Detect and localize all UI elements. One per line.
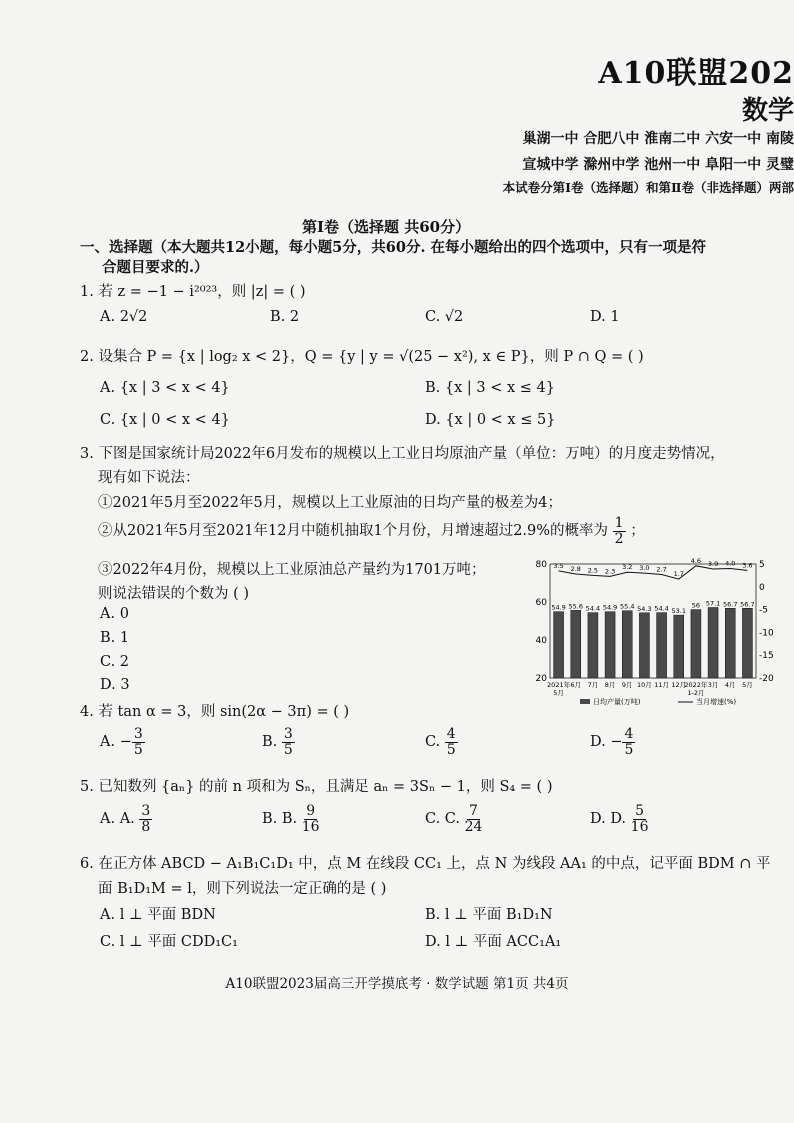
fraction: [631, 804, 649, 834]
option-label: C.: [425, 811, 445, 828]
statement-2: [98, 516, 645, 546]
line-data-label: 1.7: [673, 570, 684, 579]
numerator: 9: [306, 803, 316, 819]
x-tick-label: 2022年: [684, 681, 708, 689]
legend-line-label: 当月增速(%): [696, 698, 737, 706]
bar: [622, 611, 632, 678]
fraction: [465, 804, 483, 834]
fraction: [613, 516, 626, 546]
option-a: A. A. $\frac{3}{8}$: [100, 803, 151, 835]
page-footer: A10联盟2023届高三开学摸底考 · 数学试题 第1页 共4页: [225, 976, 569, 992]
bar: [691, 610, 701, 678]
section-instructions: 一、选择题（本大题共12小题，每小题5分，共60分. 在每小题给出的四个选项中，只有一项是符: [80, 239, 707, 256]
fraction: [445, 727, 458, 757]
option-b: [262, 727, 295, 757]
question-6-cont: 面 B₁D₁M = l，则下列说法一定正确的是 ( ): [98, 881, 387, 897]
question-text: 设集合 P = {x | log₂ x < 2}，Q = {y | y = √(25 − x²), x ∈ P}，则 P ∩ Q = ( ): [98, 349, 644, 365]
option-d: D. {x | 0 < x ≤ 5}: [425, 412, 556, 428]
option-c: C. l ⊥ 平面 CDD₁C₁: [100, 934, 238, 950]
exam-note: 本试卷分第Ⅰ卷（选择题）和第Ⅱ卷（非选择题）两部: [502, 180, 794, 195]
option-b: B. 1: [100, 630, 130, 646]
option-b: B. 2: [270, 309, 300, 325]
school-list-row-2: 宣城中学 滁州中学 池州一中 阜阳一中 灵璧: [522, 157, 794, 173]
exam-subject: 数学: [741, 96, 794, 126]
x-tick-sublabel: 1-2月: [687, 689, 705, 697]
bar: [657, 613, 667, 678]
question-6: [80, 852, 771, 873]
bar-data-label: 53.1: [671, 607, 686, 616]
option-a: A. 2√2: [100, 309, 148, 325]
line-data-label: 2.5: [587, 566, 599, 575]
bar: [742, 608, 752, 678]
fraction: [139, 804, 152, 834]
y-right-tick-label: -15: [759, 651, 774, 662]
option-d: D. l ⊥ 平面 ACC₁A₁: [425, 934, 562, 950]
option-d: D. 1: [590, 309, 620, 325]
x-tick-label: 8月: [604, 681, 616, 689]
question-number: 5.: [80, 779, 94, 795]
option-a: [100, 727, 145, 757]
line-data-label: 3.2: [622, 563, 633, 572]
question-number: 6.: [80, 856, 94, 872]
option-a: A. l ⊥ 平面 BDN: [100, 907, 216, 923]
denominator: 24: [464, 818, 483, 835]
question-3: [80, 442, 725, 463]
x-tick-label: 6月: [570, 681, 582, 689]
denominator: 5: [446, 741, 456, 758]
bar-data-label: 54.9: [602, 603, 618, 612]
bar: [725, 608, 735, 678]
bar: [639, 613, 649, 678]
numerator: 3: [283, 726, 293, 742]
oil-production-chart: [528, 556, 778, 711]
question-number: 3.: [80, 446, 94, 462]
bar-data-label: 54.3: [637, 604, 652, 613]
denominator: 8: [141, 818, 151, 835]
question-2: [80, 345, 644, 366]
fraction: [132, 727, 145, 757]
y-right-tick-label: -10: [759, 628, 774, 639]
x-tick-label: 4月: [724, 681, 736, 689]
bar-data-label: 54.4: [654, 604, 669, 613]
option-a: A. {x | 3 < x < 4}: [100, 380, 230, 396]
x-tick-label: 10月: [637, 681, 652, 689]
numerator: 3: [141, 803, 151, 819]
bar-data-label: 56.7: [723, 600, 738, 609]
x-tick-label: 11月: [654, 681, 669, 689]
question-5: [80, 775, 552, 796]
bar: [708, 608, 718, 678]
bar-data-label: 55.6: [568, 602, 583, 611]
question-3-cont: 现有如下说法：: [98, 470, 200, 486]
y-left-tick-label: 40: [535, 636, 547, 646]
denominator: 5: [624, 741, 634, 758]
option-label: D. −: [590, 734, 623, 751]
option-c: C. √2: [425, 309, 464, 325]
denominator: 5: [283, 741, 293, 758]
option-b: B. B. $\frac{9}{16}$: [262, 803, 320, 835]
y-right-tick-label: -5: [759, 605, 768, 616]
question-text: 在正方体 ABCD − A₁B₁C₁D₁ 中，点 M 在线段 CC₁ 上，点 N 为线段 AA₁ 的中点，记平面 BDM ∩ 平: [98, 856, 771, 872]
option-label: B.: [262, 734, 282, 751]
bar-data-label: 55.4: [620, 602, 635, 611]
line-data-label: 4.0: [725, 559, 736, 568]
line-data-label: 3.5: [553, 561, 564, 570]
line-data-label: 2.8: [570, 565, 581, 574]
option-b: B. l ⊥ 平面 B₁D₁N: [425, 907, 553, 923]
numerator: 3: [133, 726, 143, 742]
y-right-tick-label: 5: [759, 560, 765, 570]
question-4: [80, 700, 349, 721]
option-c: [425, 727, 458, 757]
statement-2-end: ；: [630, 523, 645, 540]
denominator: 5: [133, 741, 143, 758]
x-tick-label: 7月: [587, 681, 599, 689]
bar: [588, 613, 598, 678]
bar: [554, 612, 564, 678]
fraction: [282, 727, 295, 757]
question-number: 1.: [80, 284, 94, 300]
option-d: D. D. $\frac{5}{16}$: [590, 803, 649, 835]
legend-bar-label: 日均产量(万吨): [593, 698, 641, 706]
x-tick-label: 3月: [707, 681, 719, 689]
option-d: [590, 727, 635, 757]
statement-1: ①2021年5月至2022年5月，规模以上工业原油的日均产量的极差为4；: [98, 495, 562, 511]
bar-data-label: 57.1: [705, 599, 721, 608]
legend-bar-swatch: [580, 699, 590, 704]
denominator: 2: [614, 530, 624, 547]
x-tick-label: 9月: [621, 681, 633, 689]
y-right-tick-label: -20: [759, 674, 774, 684]
bar: [674, 615, 684, 678]
line-data-label: 4.6: [690, 556, 702, 565]
school-list-row-1: 巢湖一中 合肥八中 淮南二中 六安一中 南陵: [522, 131, 794, 147]
question-text: 下图是国家统计局2022年6月发布的规模以上工业日均原油产量（单位：万吨）的月度走势情况，: [98, 446, 725, 462]
numerator: 1: [614, 515, 624, 531]
question-number: 2.: [80, 349, 94, 365]
fraction: [302, 804, 320, 834]
option-c: C. 2: [100, 654, 130, 670]
option-c: C. {x | 0 < x < 4}: [100, 412, 230, 428]
option-label: C.: [425, 734, 445, 751]
question-3-ask: 则说法错误的个数为 ( ): [98, 586, 250, 602]
option-a: A. 0: [100, 606, 129, 622]
line-data-label: 3.6: [742, 561, 753, 570]
question-1: [80, 280, 306, 301]
x-tick-label: 12月: [671, 681, 687, 689]
bar-data-label: 54.9: [551, 603, 566, 612]
section-instructions-cont: 合题目要求的.）: [102, 259, 209, 276]
x-tick-label: 2021年: [547, 681, 571, 689]
line-data-label: 3.9: [707, 560, 719, 569]
option-label: A. −: [100, 734, 132, 751]
option-c: C. C. $\frac{7}{24}$: [425, 803, 483, 835]
denominator: 16: [630, 818, 649, 835]
y-left-tick-label: 20: [535, 674, 547, 684]
line-data-label: 2.3: [604, 567, 616, 576]
question-text: 已知数列 {aₙ} 的前 n 项和为 Sₙ，且满足 aₙ = 3Sₙ − 1，则 S₄ = ( ): [98, 779, 553, 795]
section-title: 第Ⅰ卷（选择题 共60分）: [302, 218, 471, 236]
fraction: [622, 727, 635, 757]
question-text: 若 tan α = 3，则 sin(2α − 3π) = ( ): [98, 704, 350, 720]
numerator: 5: [635, 803, 645, 819]
line-data-label: 3.0: [639, 564, 650, 573]
bar-data-label: 56: [691, 601, 701, 610]
numerator: 7: [469, 803, 478, 819]
denominator: 16: [301, 818, 320, 835]
bar: [605, 612, 615, 678]
y-right-tick-label: 0: [759, 582, 765, 593]
option-label: D.: [590, 811, 611, 828]
question-number: 4.: [80, 704, 94, 720]
y-left-tick-label: 60: [535, 598, 547, 608]
exam-title: A10联盟202: [598, 56, 794, 91]
line-data-label: 2.7: [656, 565, 667, 574]
x-tick-label: 5月: [742, 681, 753, 689]
option-b: B. {x | 3 < x ≤ 4}: [425, 380, 555, 396]
y-left-tick-label: 80: [535, 560, 547, 570]
option-label: B.: [262, 811, 282, 828]
bar-data-label: 54.4: [585, 604, 601, 613]
question-text: 若 z = −1 − i²⁰²³，则 |z| = ( ): [98, 284, 306, 300]
numerator: 4: [446, 726, 456, 742]
x-tick-sublabel: 5月: [553, 689, 564, 697]
option-label: A.: [100, 811, 120, 828]
statement-3: ③2022年4月份，规模以上工业原油总产量约为1701万吨；: [98, 562, 486, 578]
option-d: D. 3: [100, 677, 130, 693]
bar: [571, 610, 581, 678]
bar-data-label: 56.7: [740, 600, 755, 609]
statement-2-text: ②从2021年5月至2021年12月中随机抽取1个月份，月增速超过2.9%的概率为: [98, 523, 609, 540]
numerator: 4: [624, 726, 634, 742]
